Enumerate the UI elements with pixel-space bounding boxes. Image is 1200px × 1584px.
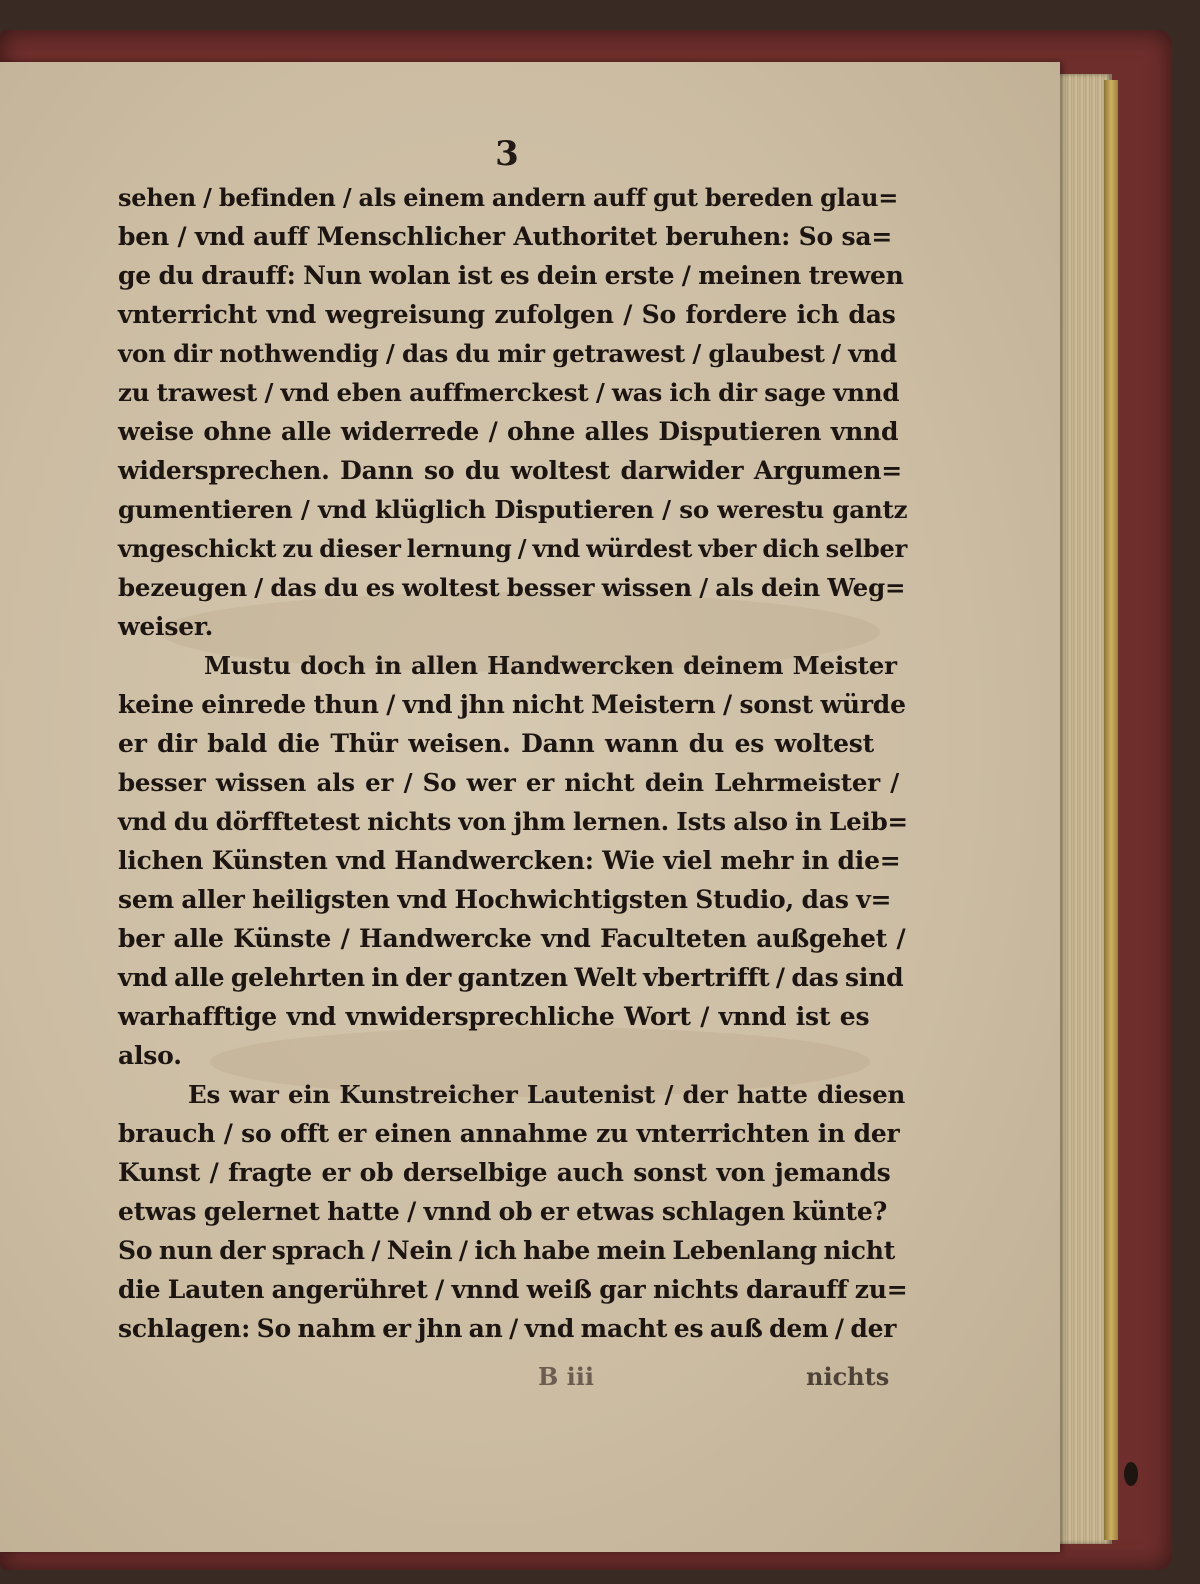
text-line: also. bbox=[118, 1041, 182, 1070]
text-line: lichen Künsten vnd Handwercken: Wie viel mehr in die= bbox=[118, 846, 901, 875]
text-line: warhafftige vnd vnwidersprechliche Wort / vnnd ist es bbox=[118, 1002, 870, 1031]
text-line: weiser. bbox=[118, 612, 214, 641]
text-line: vnd alle gelehrten in der gantzen Welt vbertrifft / das sind bbox=[118, 963, 904, 992]
text-line: besser wissen als er / So wer er nicht dein Lehrmeister / bbox=[118, 768, 900, 797]
text-line: ber alle Künste / Handwercke vnd Faculteten außgehet / bbox=[118, 924, 906, 953]
text-line: So nun der sprach / Nein / ich habe mein Lebenlang nicht bbox=[118, 1236, 896, 1265]
text-line: sem aller heiligsten vnd Hochwichtigsten Studio, das v= bbox=[118, 885, 892, 914]
text-line: ben / vnd auff Menschlicher Authoritet beruhen: So sa= bbox=[118, 222, 893, 251]
body-text bbox=[118, 178, 908, 1348]
clasp-hole bbox=[1124, 1462, 1138, 1486]
text-line: von dir nothwendig / das du mir getrawest / glaubest / vnd bbox=[118, 339, 897, 368]
gilt-edge bbox=[1104, 80, 1118, 1540]
text-line: brauch / so offt er einen annahme zu vnterrichten in der bbox=[118, 1119, 900, 1148]
text-line: er dir bald die Thür weisen. Dann wann du es woltest bbox=[118, 729, 875, 758]
text-line: ge du drauff: Nun wolan ist es dein erste / meinen trewen bbox=[118, 261, 904, 290]
text-line: Mustu doch in allen Handwercken deinem Meister bbox=[204, 651, 897, 680]
text-line: zu trawest / vnd eben auffmerckest / was ich dir sage vnnd bbox=[118, 378, 900, 407]
text-line: vnd du dörfftetest nichts von jhm lernen. Ists also in Leib= bbox=[118, 807, 908, 836]
page-number: 3 bbox=[495, 134, 519, 174]
text-line: Es war ein Kunstreicher Lautenist / der hatte diesen bbox=[188, 1080, 906, 1109]
text-line: widersprechen. Dann so du woltest darwider Argumen= bbox=[118, 456, 902, 485]
text-line: vnterricht vnd wegreisung zufolgen / So fordere ich das bbox=[118, 300, 896, 329]
text-line: vngeschickt zu dieser lernung / vnd würdest vber dich selber bbox=[118, 534, 908, 563]
catchword: nichts bbox=[806, 1362, 890, 1391]
text-line: Kunst / fragte er ob derselbige auch sonst von jemands bbox=[118, 1158, 891, 1187]
text-line: weise ohne alle widerrede / ohne alles Disputieren vnnd bbox=[118, 417, 899, 446]
text-line: etwas gelernet hatte / vnnd ob er etwas schlagen künte? bbox=[118, 1197, 888, 1226]
text-line: die Lauten angerühret / vnnd weiß gar nichts darauff zu= bbox=[118, 1275, 908, 1304]
text-line: sehen / befinden / als einem andern auff gut bereden glau= bbox=[118, 183, 899, 212]
signature-mark: B iii bbox=[538, 1362, 594, 1391]
text-line: schlagen: So nahm er jhn an / vnd macht es auß dem / der bbox=[118, 1314, 897, 1343]
text-line: bezeugen / das du es woltest besser wissen / als dein Weg= bbox=[118, 573, 906, 602]
text-line: keine einrede thun / vnd jhn nicht Meistern / sonst würde bbox=[118, 690, 906, 719]
text-line: gumentieren / vnd klüglich Disputieren / so werestu gantz bbox=[118, 495, 908, 524]
